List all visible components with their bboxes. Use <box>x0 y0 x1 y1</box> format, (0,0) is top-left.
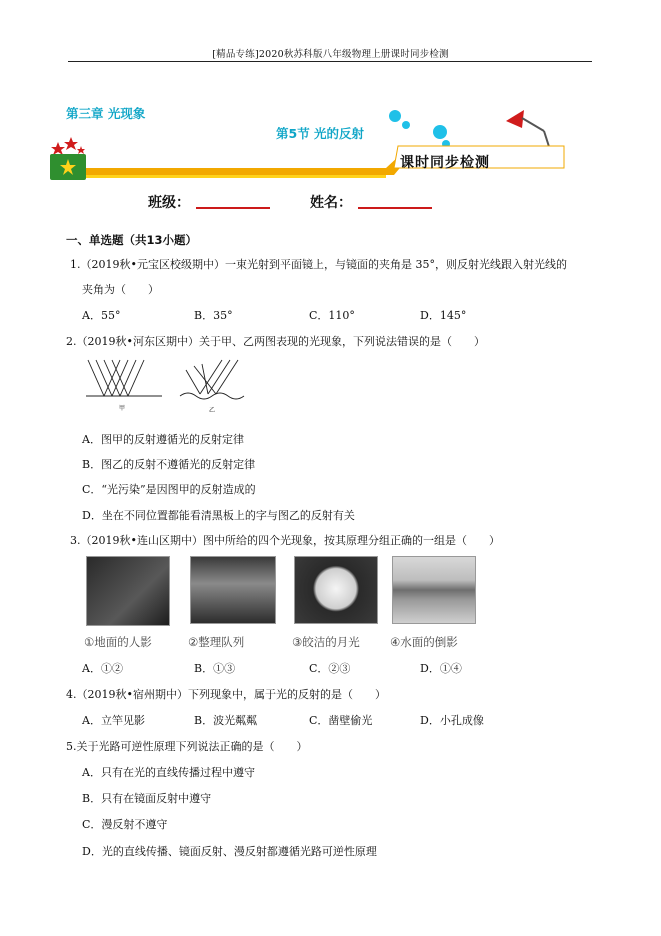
star-icon <box>51 142 65 155</box>
q4-option-c[interactable]: C．凿壁偷光 <box>309 714 373 727</box>
q4-option-a[interactable]: A．立竿见影 <box>82 714 145 727</box>
q2-option-a[interactable]: A．图甲的反射遵循光的反射定律 <box>82 433 244 446</box>
name-label: 姓名： <box>310 195 352 211</box>
fig-label-b: 乙 <box>208 407 216 414</box>
q5-option-a[interactable]: A．只有在光的直线传播过程中遵守 <box>82 766 255 779</box>
question-5-stem: 5.关于光路可逆性原理下列说法正确的是（ ） <box>66 740 308 753</box>
bubble-icon <box>402 121 410 129</box>
caption-3: ③皎洁的月光 <box>292 635 360 649</box>
header-divider <box>68 61 592 62</box>
question-3-stem: 3.（2019秋•连山区期中）图中所给的四个光现象，按其原理分组正确的一组是（ ） <box>70 534 500 547</box>
photo-soldiers <box>190 556 276 624</box>
caption-4: ④水面的倒影 <box>390 635 458 649</box>
photo-reflection <box>392 556 476 624</box>
question-4-stem: 4.（2019秋•宿州期中）下列现象中，属于光的反射的是（ ） <box>66 688 386 701</box>
q3-option-d[interactable]: D．①④ <box>420 662 462 675</box>
q2-option-d[interactable]: D．坐在不同位置都能看清黑板上的字与图乙的反射有关 <box>82 509 355 522</box>
q4-option-d[interactable]: D．小孔成像 <box>420 714 484 727</box>
bubble-icon <box>389 110 401 122</box>
photo-moon <box>294 556 378 624</box>
q2-option-b[interactable]: B．图乙的反射不遵循光的反射定律 <box>82 458 256 471</box>
bubble-icon <box>433 125 447 139</box>
class-label: 班级： <box>148 195 190 211</box>
lamp-icon <box>506 110 524 128</box>
q5-option-c[interactable]: C．漫反射不遵守 <box>82 818 168 831</box>
caption-1: ①地面的人影 <box>84 635 152 649</box>
question-1-stem: 1.（2019秋•元宝区校级期中）一束光射到平面镜上，与镜面的夹角是 35°，则反射光线跟入射光线的 <box>70 258 567 271</box>
page-header: [精品专练]2020秋苏科版八年级物理上册课时同步检测 <box>212 49 449 60</box>
q1-option-c[interactable]: C．110° <box>309 309 355 322</box>
caption-2: ②整理队列 <box>188 635 245 649</box>
q1-option-b[interactable]: B．35° <box>194 309 233 322</box>
star-icon <box>77 146 85 154</box>
reflection-figure <box>82 356 254 416</box>
q3-option-b[interactable]: B．①③ <box>194 662 236 675</box>
q3-option-a[interactable]: A．①② <box>82 662 123 675</box>
q1-option-d[interactable]: D．145° <box>420 309 467 322</box>
q4-option-b[interactable]: B．波光粼粼 <box>194 714 258 727</box>
photo-shadow <box>86 556 170 626</box>
q1-option-a[interactable]: A．55° <box>82 309 121 322</box>
class-input-line[interactable] <box>196 207 270 209</box>
q3-option-c[interactable]: C．②③ <box>309 662 351 675</box>
chapter-title: 第三章 光现象 <box>66 106 146 121</box>
question-1-stem-cont: 夹角为（ ） <box>82 283 159 296</box>
name-input-line[interactable] <box>358 207 432 209</box>
question-2-stem: 2.（2019秋•河东区期中）关于甲、乙两图表现的光现象，下列说法错误的是（ ） <box>66 335 485 348</box>
banner-title: 课时同步检测 <box>400 155 490 171</box>
q5-option-b[interactable]: B．只有在镜面反射中遵守 <box>82 792 212 805</box>
q5-option-d[interactable]: D．光的直线传播、镜面反射、漫反射都遵循光路可逆性原理 <box>82 845 377 858</box>
star-icon <box>64 137 78 150</box>
q2-option-c[interactable]: C．“光污染”是因图甲的反射造成的 <box>82 483 256 496</box>
section-title: 第5节 光的反射 <box>276 126 365 141</box>
section-heading: 一、单选题（共13小题） <box>66 233 198 247</box>
fig-label-a: 甲 <box>118 405 126 412</box>
